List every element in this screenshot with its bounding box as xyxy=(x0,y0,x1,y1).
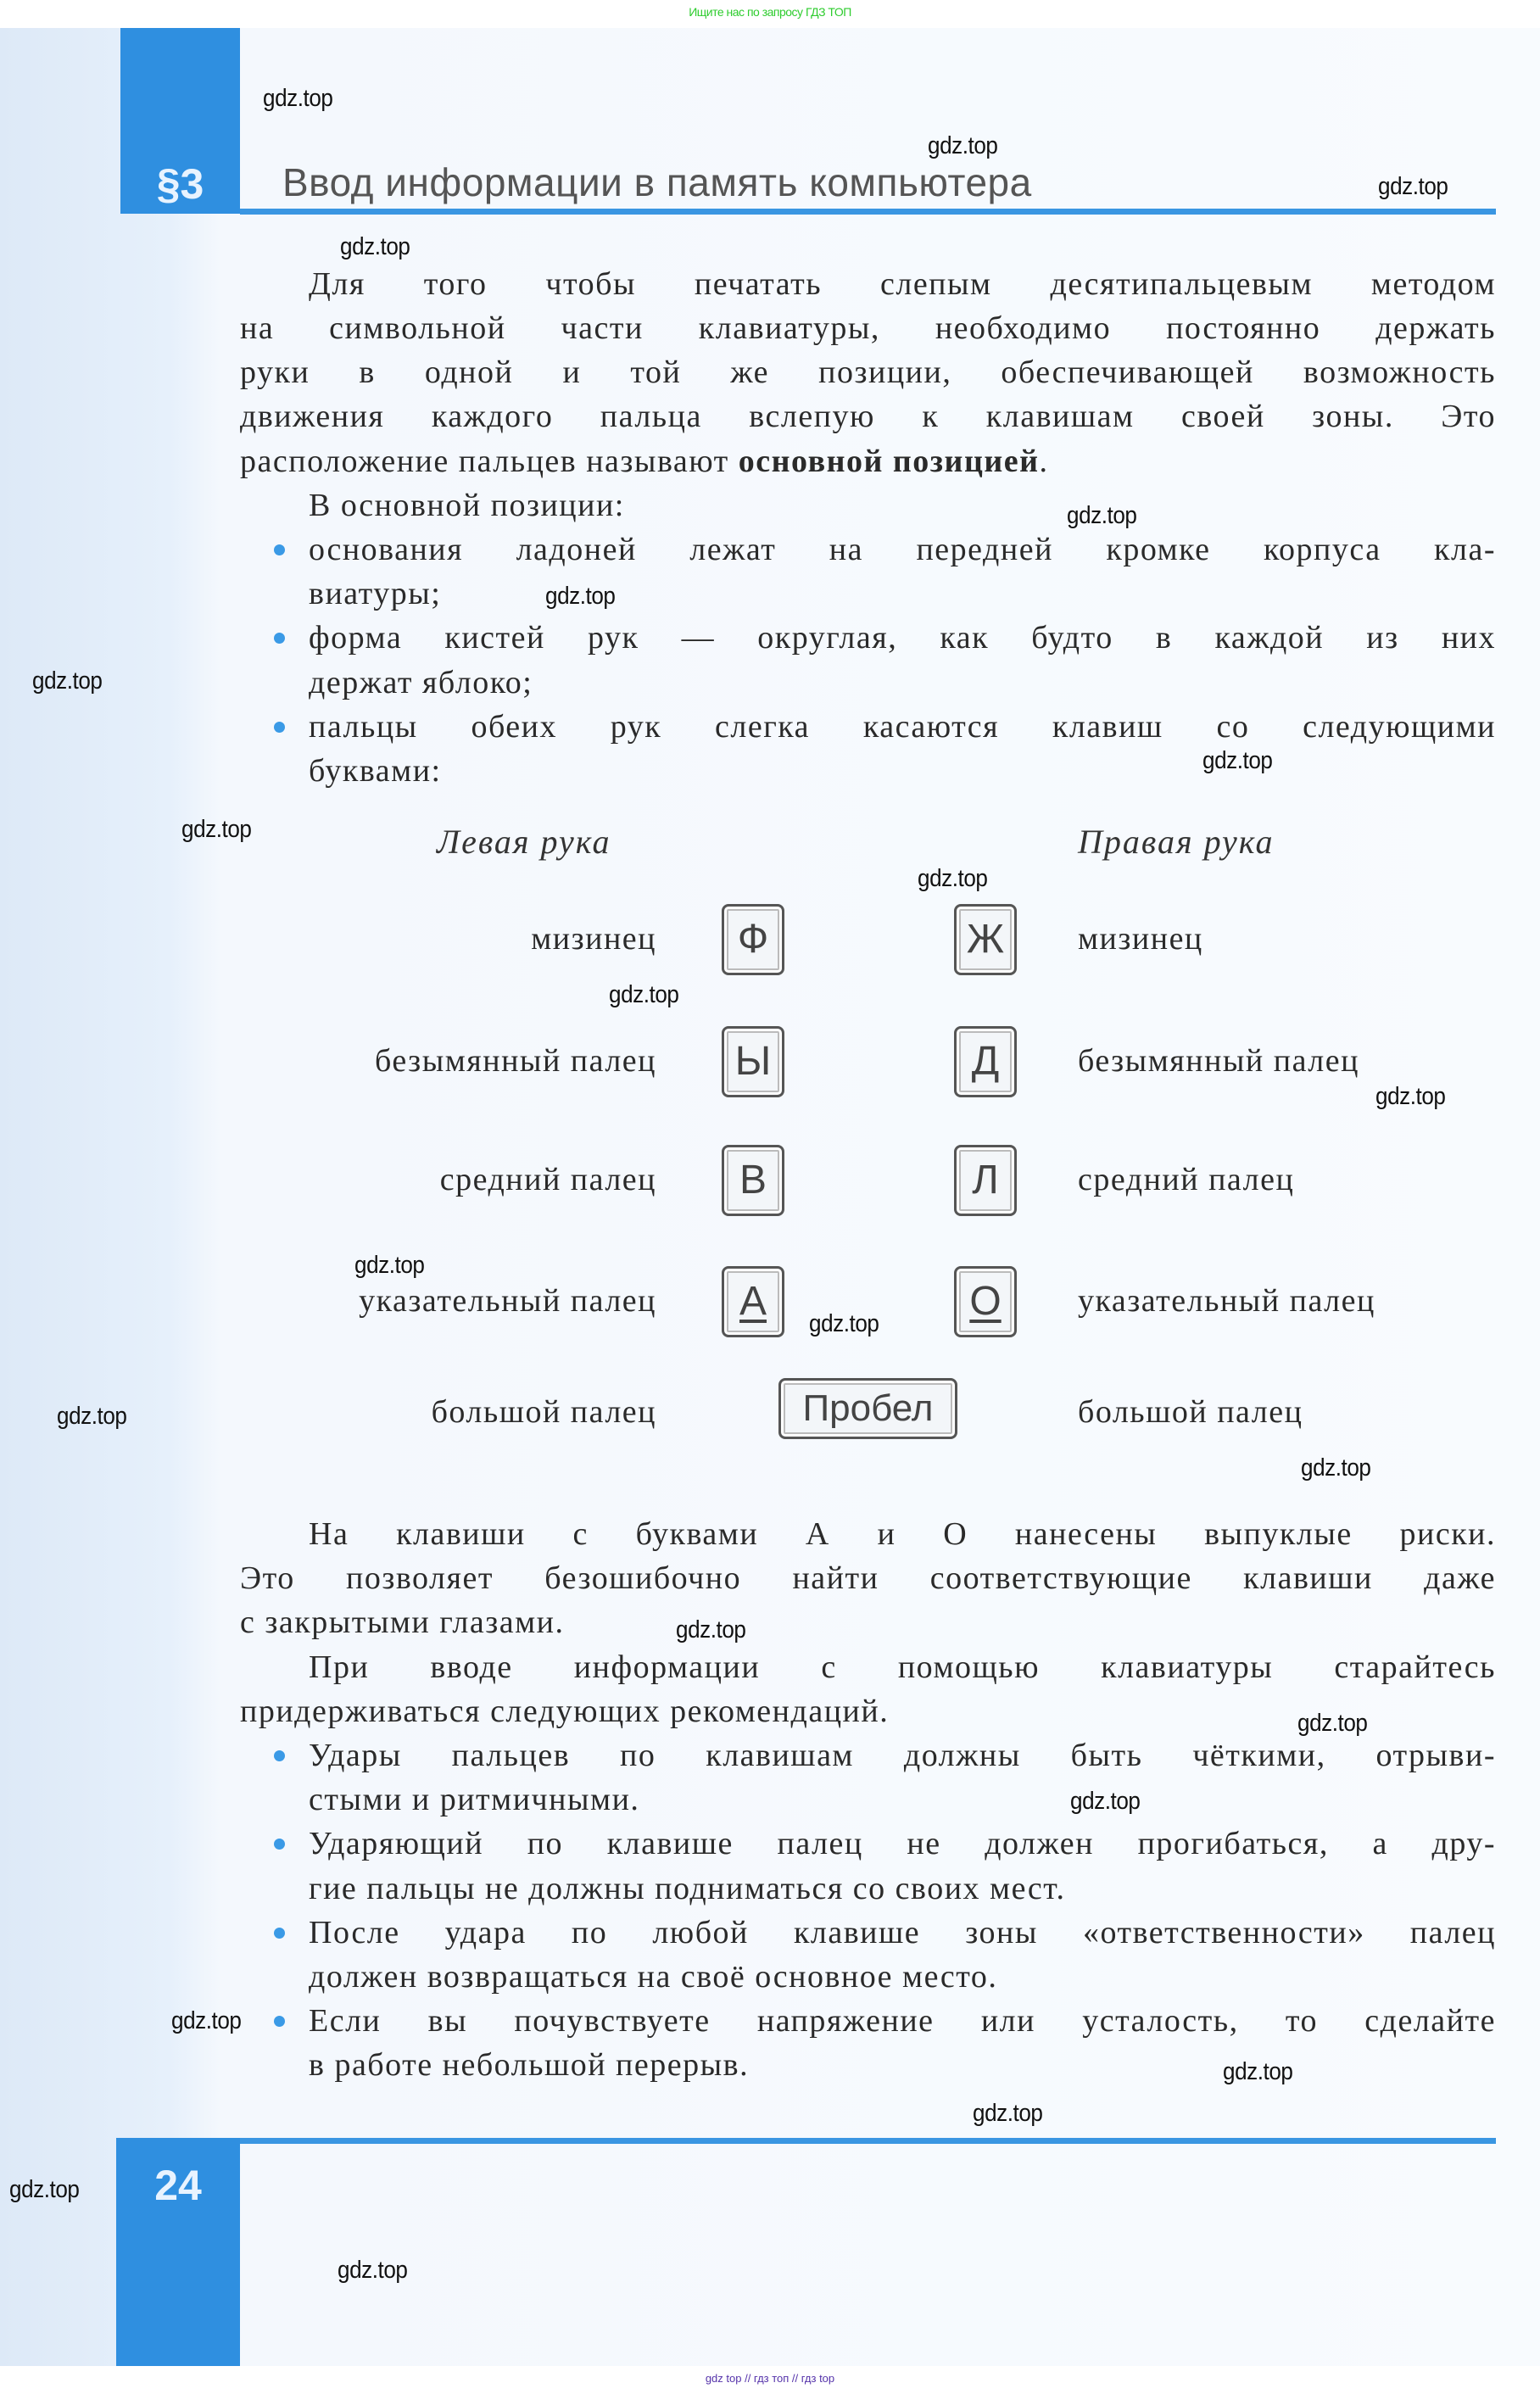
finger-label: средний палец xyxy=(439,1162,656,1197)
watermark-text: gdz.top xyxy=(340,233,410,260)
finger-label: большой палец xyxy=(431,1394,656,1430)
text-line: должен возвращаться на своё основное место. xyxy=(309,1959,998,1995)
watermark-text: gdz.top xyxy=(928,132,998,159)
bullet-icon xyxy=(274,544,285,555)
key xyxy=(722,904,784,975)
watermark-text: gdz.top xyxy=(1375,1083,1446,1110)
bullet-icon xyxy=(274,1839,285,1850)
text-fragment: . xyxy=(1039,444,1049,479)
text-line: На клавиши с буквами А и О нанесены выпуклые риски. xyxy=(309,1516,1496,1552)
text-line: Для того чтобы печатать слепым десятипальцевым методом xyxy=(309,266,1496,302)
watermark-text: gdz.top xyxy=(918,865,988,892)
watermark-text: gdz.top xyxy=(1070,1788,1141,1815)
key xyxy=(954,1145,1017,1216)
finger-label: безымянный палец xyxy=(1078,1043,1359,1079)
key-letter: Ф xyxy=(737,917,769,962)
key xyxy=(954,1026,1017,1097)
key xyxy=(722,1145,784,1216)
text-line: в работе небольшой перерыв. xyxy=(309,2047,750,2083)
text-line: движения каждого пальца вслепую к клавишам своей зоны. Это xyxy=(240,399,1496,434)
text-line: форма кистей рук — округлая, как будто в каждой из них xyxy=(309,620,1496,656)
bullet-icon xyxy=(274,2016,285,2027)
key-letter: В xyxy=(739,1158,767,1203)
text-line: держат яблоко; xyxy=(309,665,533,700)
finger-label: безымянный палец xyxy=(375,1043,656,1079)
text-line: После удара по любой клавише зоны «ответственности» палец xyxy=(309,1915,1496,1950)
key-letter: Д xyxy=(971,1039,1000,1084)
key-with-bump xyxy=(954,1266,1017,1337)
text-line: основания ладоней лежат на передней кромке корпуса кла- xyxy=(309,532,1496,567)
text-line: Удары пальцев по клавишам должны быть чёткими, отрыви- xyxy=(309,1738,1496,1773)
finger-label: указательный палец xyxy=(1078,1283,1375,1319)
finger-label: мизинец xyxy=(1078,921,1203,957)
text-line: придерживаться следующих рекомендаций. xyxy=(240,1694,890,1729)
text-line: на символьной части клавиатуры, необходимо постоянно держать xyxy=(240,310,1496,346)
watermark-text: gdz.top xyxy=(354,1252,425,1279)
watermark-text: gdz.top xyxy=(9,2176,80,2203)
watermark-text: gdz.top xyxy=(545,583,616,610)
text-line: руки в одной и той же позиции, обеспечивающей возможность xyxy=(240,354,1496,390)
left-hand-heading: Левая рука xyxy=(437,823,611,861)
text-line: виатуры; xyxy=(309,576,442,611)
bullet-icon xyxy=(274,1750,285,1761)
bullet-icon xyxy=(274,633,285,644)
footer-links: gdz top // гдз топ // гдз top xyxy=(0,2366,1540,2394)
watermark-text: gdz.top xyxy=(1297,1710,1368,1737)
watermark-text: gdz.top xyxy=(57,1403,127,1430)
header-rule xyxy=(240,209,1496,215)
bullet-icon xyxy=(274,722,285,733)
bullet-icon xyxy=(274,1928,285,1939)
watermark-text: gdz.top xyxy=(263,85,333,112)
key-letter: Ж xyxy=(966,917,1005,962)
watermark-text: gdz.top xyxy=(1067,502,1137,529)
text-line: с закрытыми глазами. xyxy=(240,1604,565,1640)
finger-label: указательный палец xyxy=(359,1283,656,1319)
watermark-text: gdz.top xyxy=(1223,2058,1293,2085)
text-line: В основной позиции: xyxy=(309,488,625,523)
key-label: Пробел xyxy=(802,1387,934,1429)
watermark-text: gdz.top xyxy=(973,2100,1043,2127)
watermark-text: gdz.top xyxy=(809,1310,879,1337)
finger-label: средний палец xyxy=(1078,1162,1295,1197)
text-line: Это позволяет безошибочно найти соответствующие клавиши даже xyxy=(240,1560,1496,1596)
text-line: буквами: xyxy=(309,753,442,789)
watermark-text: gdz.top xyxy=(676,1616,746,1643)
watermark-text: gdz.top xyxy=(1202,747,1273,774)
text-line: Ударяющий по клавише палец не должен прогибаться, а дру- xyxy=(309,1826,1496,1861)
text-line xyxy=(240,439,1496,483)
watermark-text: gdz.top xyxy=(1378,173,1448,200)
key-letter: О xyxy=(969,1279,1002,1324)
term-bold: основной позицией xyxy=(738,444,1040,479)
watermark-text: gdz.top xyxy=(338,2257,408,2284)
key-with-bump xyxy=(722,1266,784,1337)
finger-label: мизинец xyxy=(531,921,656,957)
watermark-text: gdz.top xyxy=(609,981,679,1008)
key xyxy=(722,1026,784,1097)
key-letter: А xyxy=(739,1279,767,1324)
text-line: При вводе информации с помощью клавиатуры старайтесь xyxy=(309,1649,1496,1685)
spacebar-key xyxy=(778,1378,957,1439)
page-title: Ввод информации в память компьютера xyxy=(282,160,1032,204)
key-letter: Ы xyxy=(734,1039,772,1084)
text-line: гие пальцы не должны подниматься со своих мест. xyxy=(309,1871,1066,1906)
watermark-text: gdz.top xyxy=(171,2007,242,2034)
right-hand-heading: Правая рука xyxy=(1078,823,1275,861)
watermark-text: gdz.top xyxy=(32,667,103,695)
watermark-text: gdz.top xyxy=(181,816,252,843)
text-line: стыми и ритмичными. xyxy=(309,1782,640,1817)
page-number: 24 xyxy=(154,2162,202,2209)
text-fragment: расположение пальцев называют xyxy=(240,444,739,479)
watermark-text: gdz.top xyxy=(1301,1454,1371,1482)
key xyxy=(954,904,1017,975)
finger-label: большой палец xyxy=(1078,1394,1303,1430)
footer-rule xyxy=(240,2138,1496,2144)
section-number: §3 xyxy=(156,160,204,208)
text-line: Если вы почувствуете напряжение или усталость, то сделайте xyxy=(309,2003,1496,2039)
search-banner: Ищите нас по запросу ГДЗ ТОП xyxy=(0,0,1540,28)
key-letter: Л xyxy=(972,1158,999,1203)
text-line: пальцы обеих рук слегка касаются клавиш со следующими xyxy=(309,709,1496,745)
